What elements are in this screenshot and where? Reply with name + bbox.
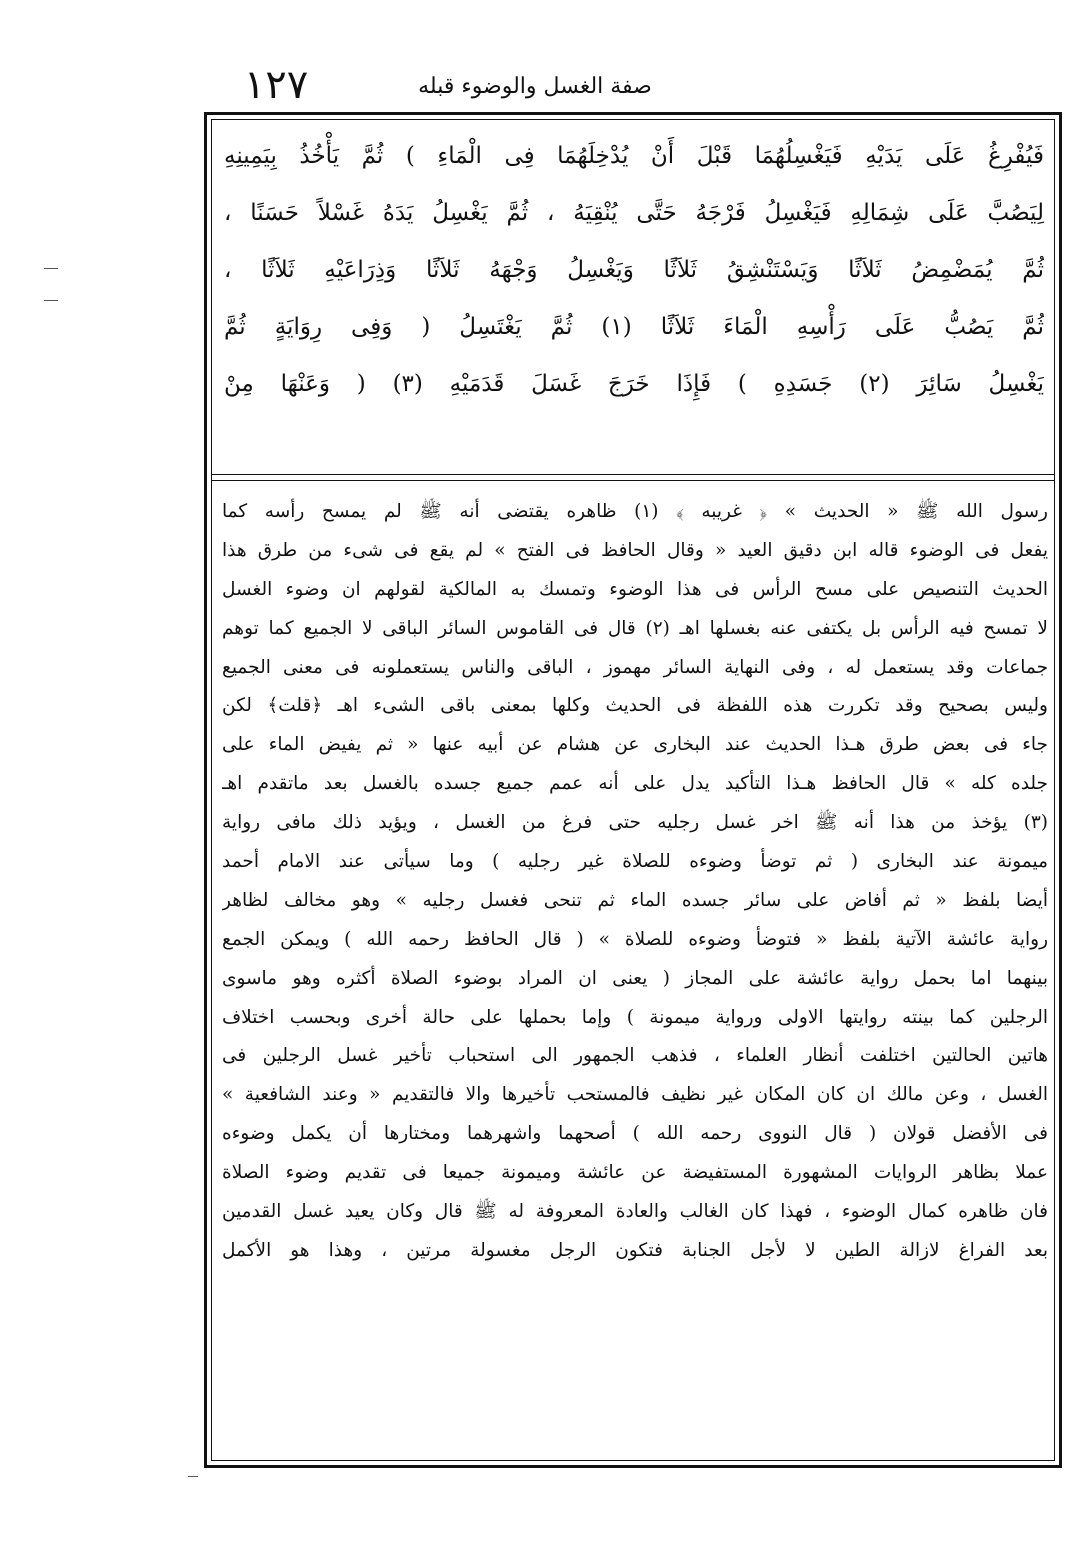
note-line: فان ظاهره كمال الوضوء ، فهذا كان الغالب والعادة المعروفة له ﷺ قال وكان يعيد غسل القدمين <box>222 1201 1048 1223</box>
note-line: جلده كله » قال الحافظ هـذا التأكيد يدل على أنه عمم جميع جسده بالغسل بعد ماتقدم اهـ <box>222 773 1048 795</box>
note-line: جاء فى بعض طرق هـذا الحديث عند البخارى عن هشام عن أبيه عنها « ثم يفيض الماء على <box>222 734 1048 756</box>
note-line: لا تمسح فيه الرأس بل يكتفى عنه بغسلها اهـ (٢) قال فى القاموس السائر الباقى لا الجميع كما توهم <box>222 617 1048 639</box>
note-line: الحديث التنصيص على مسح الرأس فى هذا الوضوء وتمسك به المالكية لقولهم ان وضوء الغسل <box>222 578 1048 600</box>
note-line: الغسل ، وعن مالك ان كان المكان غير نظيف فالمستحب تأخيرها والا فالتقديم « وعند الشافعية » <box>222 1084 1048 1106</box>
note-line: رسول الله ﷺ « الحديث » ﴿ غريبه ﴾ (١) ظاهره يقتضى أنه ﷺ لم يمسح رأسه كما <box>222 501 1048 522</box>
note-line: رواية عائشة الآتية بلفظ « فتوضأ وضوءه للصلاة » ( قال الحافظ رحمه الله ) ويمكن الجمع <box>222 928 1048 950</box>
note-line: هاتين الحالتين اختلفت أنظار العلماء ، فذهب الجمهور الى استحباب تأخير غسل الرجلين فى <box>222 1045 1048 1067</box>
note-line: (٣) يؤخذ من هذا أنه ﷺ اخر غسل رجليه حتى فرغ من الغسل ، ويؤيد ذلك مافى رواية <box>222 812 1048 834</box>
note-line: بينهما اما بحمل رواية عائشة على المجاز ( يعنى ان المراد بوضوء الصلاة أكثره وهو ماسوى <box>222 967 1048 989</box>
section-divider-top <box>211 474 1055 475</box>
hadith-line: لِيَصُبَّ عَلَى شِمَالِهِ فَيَغْسِلُ فَرْجَهُ حَتَّى يُنْقِيَهُ ، ثُمَّ يَغْسِلُ يَدَهُ غَسْلاً حَسَنًا ، <box>224 200 1044 226</box>
note-line: وليس بصحيح وقد تكررت هذه اللفظة فى الحديث وكلها بمعنى باقى الشىء اهـ ﴿قلت﴾ لكن <box>222 695 1048 717</box>
page-number: ١٢٧ <box>243 62 309 108</box>
note-line: بعد الفراغ لازالة الطين لا لأجل الجنابة فتكون الرجل مغسولة مرتين ، وهذا هو الأكمل <box>222 1239 1048 1261</box>
commentary-notes <box>222 493 1048 1453</box>
note-line: عملا بظاهر الروايات المشهورة المستفيضة عن عائشة وميمونة جميعا فى تقديم وضوء الصلاة <box>222 1162 1048 1184</box>
scan-mark <box>44 300 58 301</box>
scan-mark <box>188 1476 198 1477</box>
running-title: صفة الغسل والوضوء قبله <box>418 74 652 99</box>
note-line: أيضا بلفظ « ثم أفاض على سائر جسده الماء ثم تنحى فغسل رجليه » وهو مخالف لظاهر <box>222 889 1048 911</box>
note-line: الرجلين كما بينته روايتها الاولى ورواية ميمونة ) وإما بحملها على حالة أخرى وبحسب اختلاف <box>222 1006 1048 1028</box>
note-line: فى الأفضل قولان ( قال النووى رحمه الله ) أصحهما واشهرهما ومختارها أن يكمل وضوءه <box>222 1123 1048 1145</box>
hadith-line: يَغْسِلُ سَائِرَ (٢) جَسَدِهِ ) فَإِذَا خَرَجَ غَسَلَ قَدَمَيْهِ (٣) ( وَعَنْهَا مِنْ <box>224 371 1044 397</box>
section-divider-bottom <box>211 480 1055 481</box>
hadith-text <box>224 128 1044 472</box>
hadith-line: ثُمَّ يُمَضْمِضُ ثَلاَثًا وَيَسْتَنْشِقُ ثَلاَثًا وَيَغْسِلُ وَجْهَهُ ثَلاَثًا وَذِرَاعَيْهِ ثَلاَثًا ، <box>224 257 1044 283</box>
scan-mark <box>44 268 58 269</box>
note-line: ميمونة عند البخارى ( ثم توضأ وضوءه للصلاة غير رجليه ) وما سيأتى عند الامام أحمد <box>222 851 1048 873</box>
hadith-line: فَيُفْرِغُ عَلَى يَدَيْهِ فَيَغْسِلُهُمَا قَبْلَ أَنْ يُدْخِلَهُمَا فِى الْمَاءِ ) ثُمَّ يَأْخُذُ بِيَمِينِهِ <box>224 143 1044 169</box>
note-line: جماعات وقد يستعمل له ، وفى النهاية السائر مهموز ، الباقى والناس يستعملونه فى معنى الجميع <box>222 656 1048 678</box>
note-line: يفعل فى الوضوء قاله ابن دقيق العيد « وقال الحافظ فى الفتح » لم يقع فى شىء من طرق هذا <box>222 539 1048 561</box>
hadith-line: ثُمَّ يَصُبُّ عَلَى رَأْسِهِ الْمَاءَ ثَلاَثًا (١) ثُمَّ يَغْتَسِلُ ( وَفِى رِوَايَةٍ ثُمَّ <box>224 314 1044 340</box>
